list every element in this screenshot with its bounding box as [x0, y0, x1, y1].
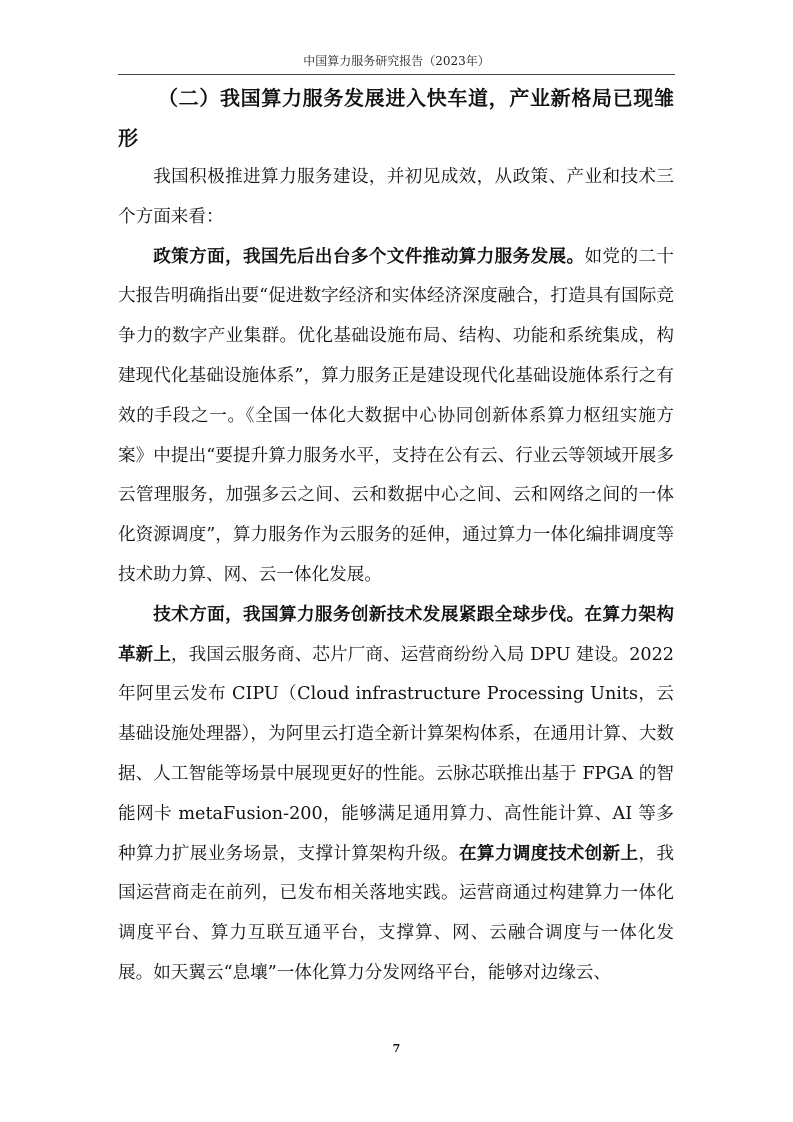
header-divider	[118, 74, 675, 75]
technology-paragraph	[118, 596, 674, 994]
page-number: 7	[392, 1042, 401, 1055]
policy-body-text: 如党的二十大报告明确指出要“促进数字经济和实体经济深度融合，打造具有国际竞争力的数字产业集群。优化基础设施布局、结构、功能和系统集成，构建现代化基础设施体系”，算力服务正是建设现代化基础设施体系行之有效的手段之一。《全国一体化大数据中心协同创新体系算力枢纽实施方案》中提出“要提升算力服务水平，支持在公有云、行业云等领域开展多云管理服务，加强多云之间、云和数据中心之间、云和网络之间的一体化资源调度”，算力服务作为云服务的延伸，通过算力一体化编排调度等技术助力算、网、云一体化发展。	[118, 246, 674, 585]
section-heading: （二）我国算力服务发展进入快车道，产业新格局已现雏形	[118, 86, 674, 150]
technology-lead-sentence: 技术方面，我国算力服务创新技术发展紧跟全球步伐。在算力架构革新上	[118, 604, 674, 665]
policy-paragraph	[118, 238, 674, 596]
technology-body-text: ，我国云服务商、芯片厂商、运营商纷纷入局 DPU 建设。2022 年阿里云发布 CIPU（Cloud infrastructure Processing Units，云基础设施处理器），为阿里云打造全新计算架构体系，在通用计算、大数据、人工智能等场景中展现更好的性能。云脉芯联推出基于 FPGA 的智能网卡 metaFusion-200，能够满足通用算力、高性能计算、AI 等多种算力扩展业务场景，支撑计算架构升级。	[118, 644, 674, 864]
intro-paragraph: 我国积极推进算力服务建设，并初见成效，从政策、产业和技术三个方面来看：	[118, 167, 674, 227]
running-header: 中国算力服务研究报告（2023年）	[303, 54, 490, 68]
document-body	[118, 78, 674, 994]
scheduling-lead-phrase: 在算力调度技术创新上	[458, 843, 639, 864]
policy-lead-sentence: 政策方面，我国先后出台多个文件推动算力服务发展。	[153, 246, 585, 267]
scheduling-body-text: ，我国运营商走在前列，已发布相关落地实践。运营商通过构建算力一体化调度平台、算力互联互通平台，支撑算、网、云融合调度与一体化发展。如天翼云“息壤”一体化算力分发网络平台，能够对边缘云、	[118, 843, 674, 983]
